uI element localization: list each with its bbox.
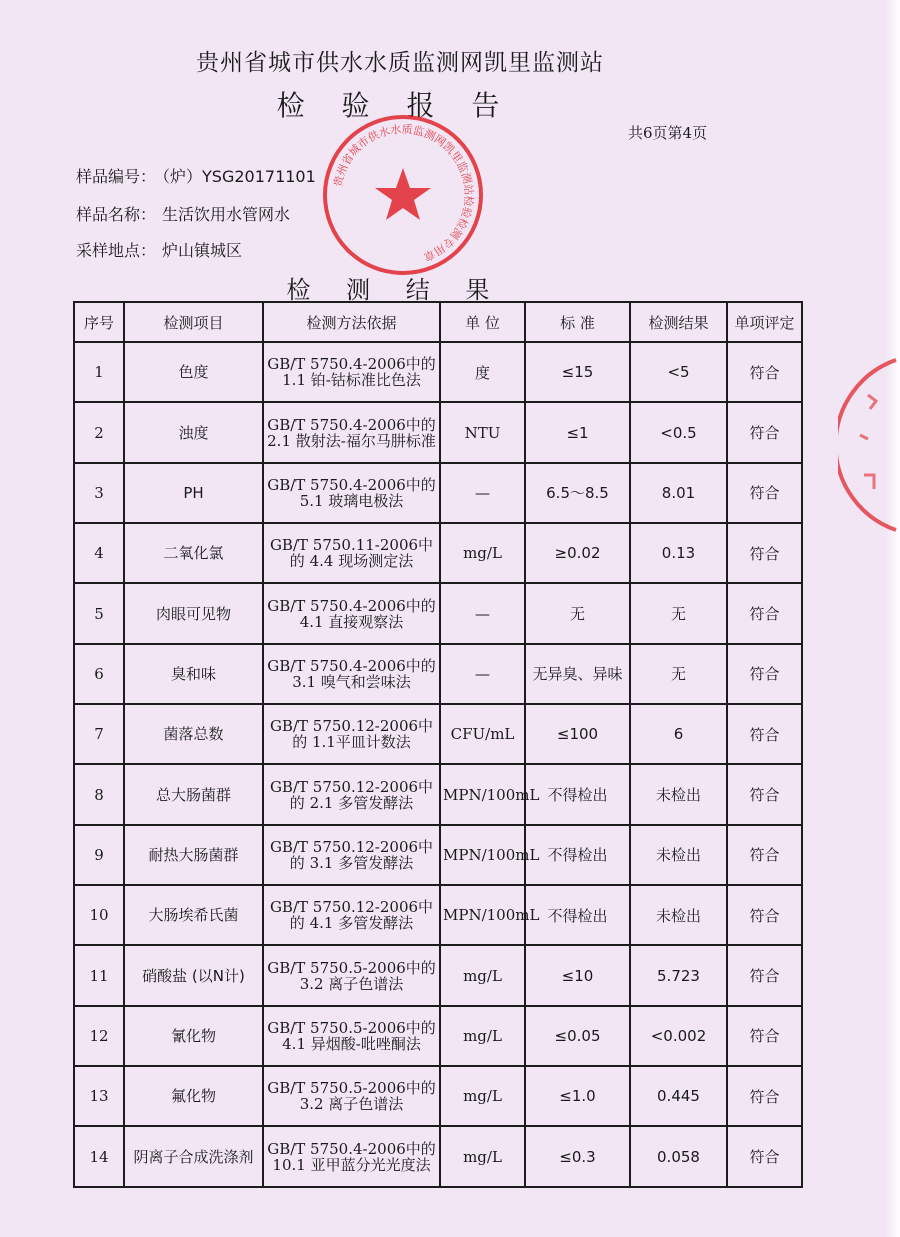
standard-limit: ≤10 xyxy=(525,945,630,1005)
row-number: 2 xyxy=(74,402,124,462)
row-number: 13 xyxy=(74,1066,124,1126)
test-method: GB/T 5750.12-2006中的 3.1 多管发酵法 xyxy=(263,825,440,885)
test-result: 0.058 xyxy=(630,1126,727,1187)
row-number: 4 xyxy=(74,523,124,583)
test-method: GB/T 5750.4-2006中的5.1 玻璃电极法 xyxy=(263,463,440,523)
test-item: 菌落总数 xyxy=(124,704,263,764)
table-header-row xyxy=(74,302,802,342)
row-number: 10 xyxy=(74,885,124,945)
test-method: GB/T 5750.11-2006中的 4.4 现场测定法 xyxy=(263,523,440,583)
test-item: 二氧化氯 xyxy=(124,523,263,583)
table-row xyxy=(74,1126,802,1187)
header-standard: 标 准 xyxy=(525,302,630,342)
page-number: 共6页第4页 xyxy=(628,124,708,142)
standard-limit: ≤15 xyxy=(525,342,630,402)
test-method: GB/T 5750.12-2006中的 2.1 多管发酵法 xyxy=(263,764,440,824)
standard-limit: ≥0.02 xyxy=(525,523,630,583)
header-item: 检测项目 xyxy=(124,302,263,342)
test-item: 耐热大肠菌群 xyxy=(124,825,263,885)
test-result: 0.445 xyxy=(630,1066,727,1126)
unit: MPN/100mL xyxy=(440,885,525,945)
header-evaluation: 单项评定 xyxy=(727,302,802,342)
test-item: 硝酸盐 (以N计) xyxy=(124,945,263,1005)
unit: mg/L xyxy=(440,1066,525,1126)
row-number: 3 xyxy=(74,463,124,523)
header-unit: 单 位 xyxy=(440,302,525,342)
unit: NTU xyxy=(440,402,525,462)
test-method: GB/T 5750.4-2006中的4.1 直接观察法 xyxy=(263,583,440,643)
test-result: 未检出 xyxy=(630,764,727,824)
results-title: 检 测 结 果 xyxy=(286,276,504,304)
sampling-location xyxy=(76,238,242,261)
test-method: GB/T 5750.4-2006中的2.1 散射法-福尔马肼标准 xyxy=(263,402,440,462)
page-edge xyxy=(886,0,900,1237)
table-row xyxy=(74,945,802,1005)
row-number: 5 xyxy=(74,583,124,643)
table-row xyxy=(74,523,802,583)
row-number: 9 xyxy=(74,825,124,885)
standard-limit: 无异臭、异味 xyxy=(525,644,630,704)
test-result: <5 xyxy=(630,342,727,402)
test-item: PH xyxy=(124,463,263,523)
unit: 度 xyxy=(440,342,525,402)
evaluation: 符合 xyxy=(727,583,802,643)
sampling-location-value: 炉山镇城区 xyxy=(162,241,243,260)
test-method: GB/T 5750.4-2006中的1.1 铂-钴标准比色法 xyxy=(263,342,440,402)
test-result: 6 xyxy=(630,704,727,764)
table-row xyxy=(74,704,802,764)
unit: mg/L xyxy=(440,523,525,583)
unit: — xyxy=(440,644,525,704)
evaluation: 符合 xyxy=(727,945,802,1005)
evaluation: 符合 xyxy=(727,825,802,885)
sample-code-value: （炉）YSG20171101 xyxy=(162,167,316,186)
test-method: GB/T 5750.5-2006中的4.1 异烟酸-吡唑酮法 xyxy=(263,1006,440,1066)
test-result: 未检出 xyxy=(630,885,727,945)
sample-name-label: 样品名称： xyxy=(76,205,157,224)
side-seal-fragment-icon xyxy=(838,355,898,535)
test-result: 5.723 xyxy=(630,945,727,1005)
test-item: 大肠埃希氏菌 xyxy=(124,885,263,945)
test-result: <0.002 xyxy=(630,1006,727,1066)
evaluation: 符合 xyxy=(727,704,802,764)
table-row xyxy=(74,583,802,643)
test-method: GB/T 5750.12-2006中的 1.1平皿计数法 xyxy=(263,704,440,764)
row-number: 11 xyxy=(74,945,124,1005)
table-row xyxy=(74,885,802,945)
unit: mg/L xyxy=(440,1126,525,1187)
standard-limit: 不得检出 xyxy=(525,885,630,945)
row-number: 7 xyxy=(74,704,124,764)
test-result: 无 xyxy=(630,583,727,643)
unit: — xyxy=(440,583,525,643)
table-row xyxy=(74,644,802,704)
unit: mg/L xyxy=(440,1006,525,1066)
seal-text: 贵州省城市供水水质监测网凯里监测站检验检测专用章 xyxy=(331,122,476,264)
row-number: 6 xyxy=(74,644,124,704)
row-number: 12 xyxy=(74,1006,124,1066)
table-row xyxy=(74,764,802,824)
sampling-location-label: 采样地点： xyxy=(76,241,157,260)
sample-code-label: 样品编号： xyxy=(76,167,157,186)
official-seal-icon xyxy=(318,110,488,280)
unit: MPN/100mL xyxy=(440,825,525,885)
standard-limit: 无 xyxy=(525,583,630,643)
evaluation: 符合 xyxy=(727,1126,802,1187)
evaluation: 符合 xyxy=(727,1066,802,1126)
test-method: GB/T 5750.4-2006中的3.1 嗅气和尝味法 xyxy=(263,644,440,704)
test-method: GB/T 5750.12-2006中的 4.1 多管发酵法 xyxy=(263,885,440,945)
test-method: GB/T 5750.5-2006中的3.2 离子色谱法 xyxy=(263,945,440,1005)
test-result: 未检出 xyxy=(630,825,727,885)
evaluation: 符合 xyxy=(727,523,802,583)
header-no: 序号 xyxy=(74,302,124,342)
test-item: 臭和味 xyxy=(124,644,263,704)
test-item: 阴离子合成洗涤剂 xyxy=(124,1126,263,1187)
standard-limit: ≤1 xyxy=(525,402,630,462)
report-title: 检 验 报 告 xyxy=(276,89,514,122)
sample-name-value: 生活饮用水管网水 xyxy=(162,205,291,224)
table-row xyxy=(74,463,802,523)
row-number: 8 xyxy=(74,764,124,824)
organization-name: 贵州省城市供水水质监测网凯里监测站 xyxy=(196,50,604,76)
standard-limit: 不得检出 xyxy=(525,825,630,885)
evaluation: 符合 xyxy=(727,1006,802,1066)
header-result: 检测结果 xyxy=(630,302,727,342)
test-item: 色度 xyxy=(124,342,263,402)
evaluation: 符合 xyxy=(727,644,802,704)
test-item: 浊度 xyxy=(124,402,263,462)
standard-limit: ≤100 xyxy=(525,704,630,764)
row-number: 1 xyxy=(74,342,124,402)
table-row xyxy=(74,1006,802,1066)
unit: mg/L xyxy=(440,945,525,1005)
test-item: 氟化物 xyxy=(124,1066,263,1126)
standard-limit: 6.5～8.5 xyxy=(525,463,630,523)
evaluation: 符合 xyxy=(727,342,802,402)
header-method: 检测方法依据 xyxy=(263,302,440,342)
test-item: 总大肠菌群 xyxy=(124,764,263,824)
results-table xyxy=(73,301,803,1188)
standard-limit: ≤1.0 xyxy=(525,1066,630,1126)
standard-limit: 不得检出 xyxy=(525,764,630,824)
standard-limit: ≤0.3 xyxy=(525,1126,630,1187)
test-item: 氰化物 xyxy=(124,1006,263,1066)
table-row xyxy=(74,825,802,885)
evaluation: 符合 xyxy=(727,885,802,945)
test-method: GB/T 5750.5-2006中的3.2 离子色谱法 xyxy=(263,1066,440,1126)
sample-code xyxy=(76,164,316,187)
test-result: 无 xyxy=(630,644,727,704)
evaluation: 符合 xyxy=(727,402,802,462)
standard-limit: ≤0.05 xyxy=(525,1006,630,1066)
sample-name xyxy=(76,202,290,225)
test-result: <0.5 xyxy=(630,402,727,462)
table-row xyxy=(74,342,802,402)
row-number: 14 xyxy=(74,1126,124,1187)
unit: CFU/mL xyxy=(440,704,525,764)
unit: MPN/100mL xyxy=(440,764,525,824)
table-row xyxy=(74,1066,802,1126)
table-row xyxy=(74,402,802,462)
test-result: 0.13 xyxy=(630,523,727,583)
test-result: 8.01 xyxy=(630,463,727,523)
test-item: 肉眼可见物 xyxy=(124,583,263,643)
evaluation: 符合 xyxy=(727,764,802,824)
evaluation: 符合 xyxy=(727,463,802,523)
test-method: GB/T 5750.4-2006中的 10.1 亚甲蓝分光光度法 xyxy=(263,1126,440,1187)
unit: — xyxy=(440,463,525,523)
